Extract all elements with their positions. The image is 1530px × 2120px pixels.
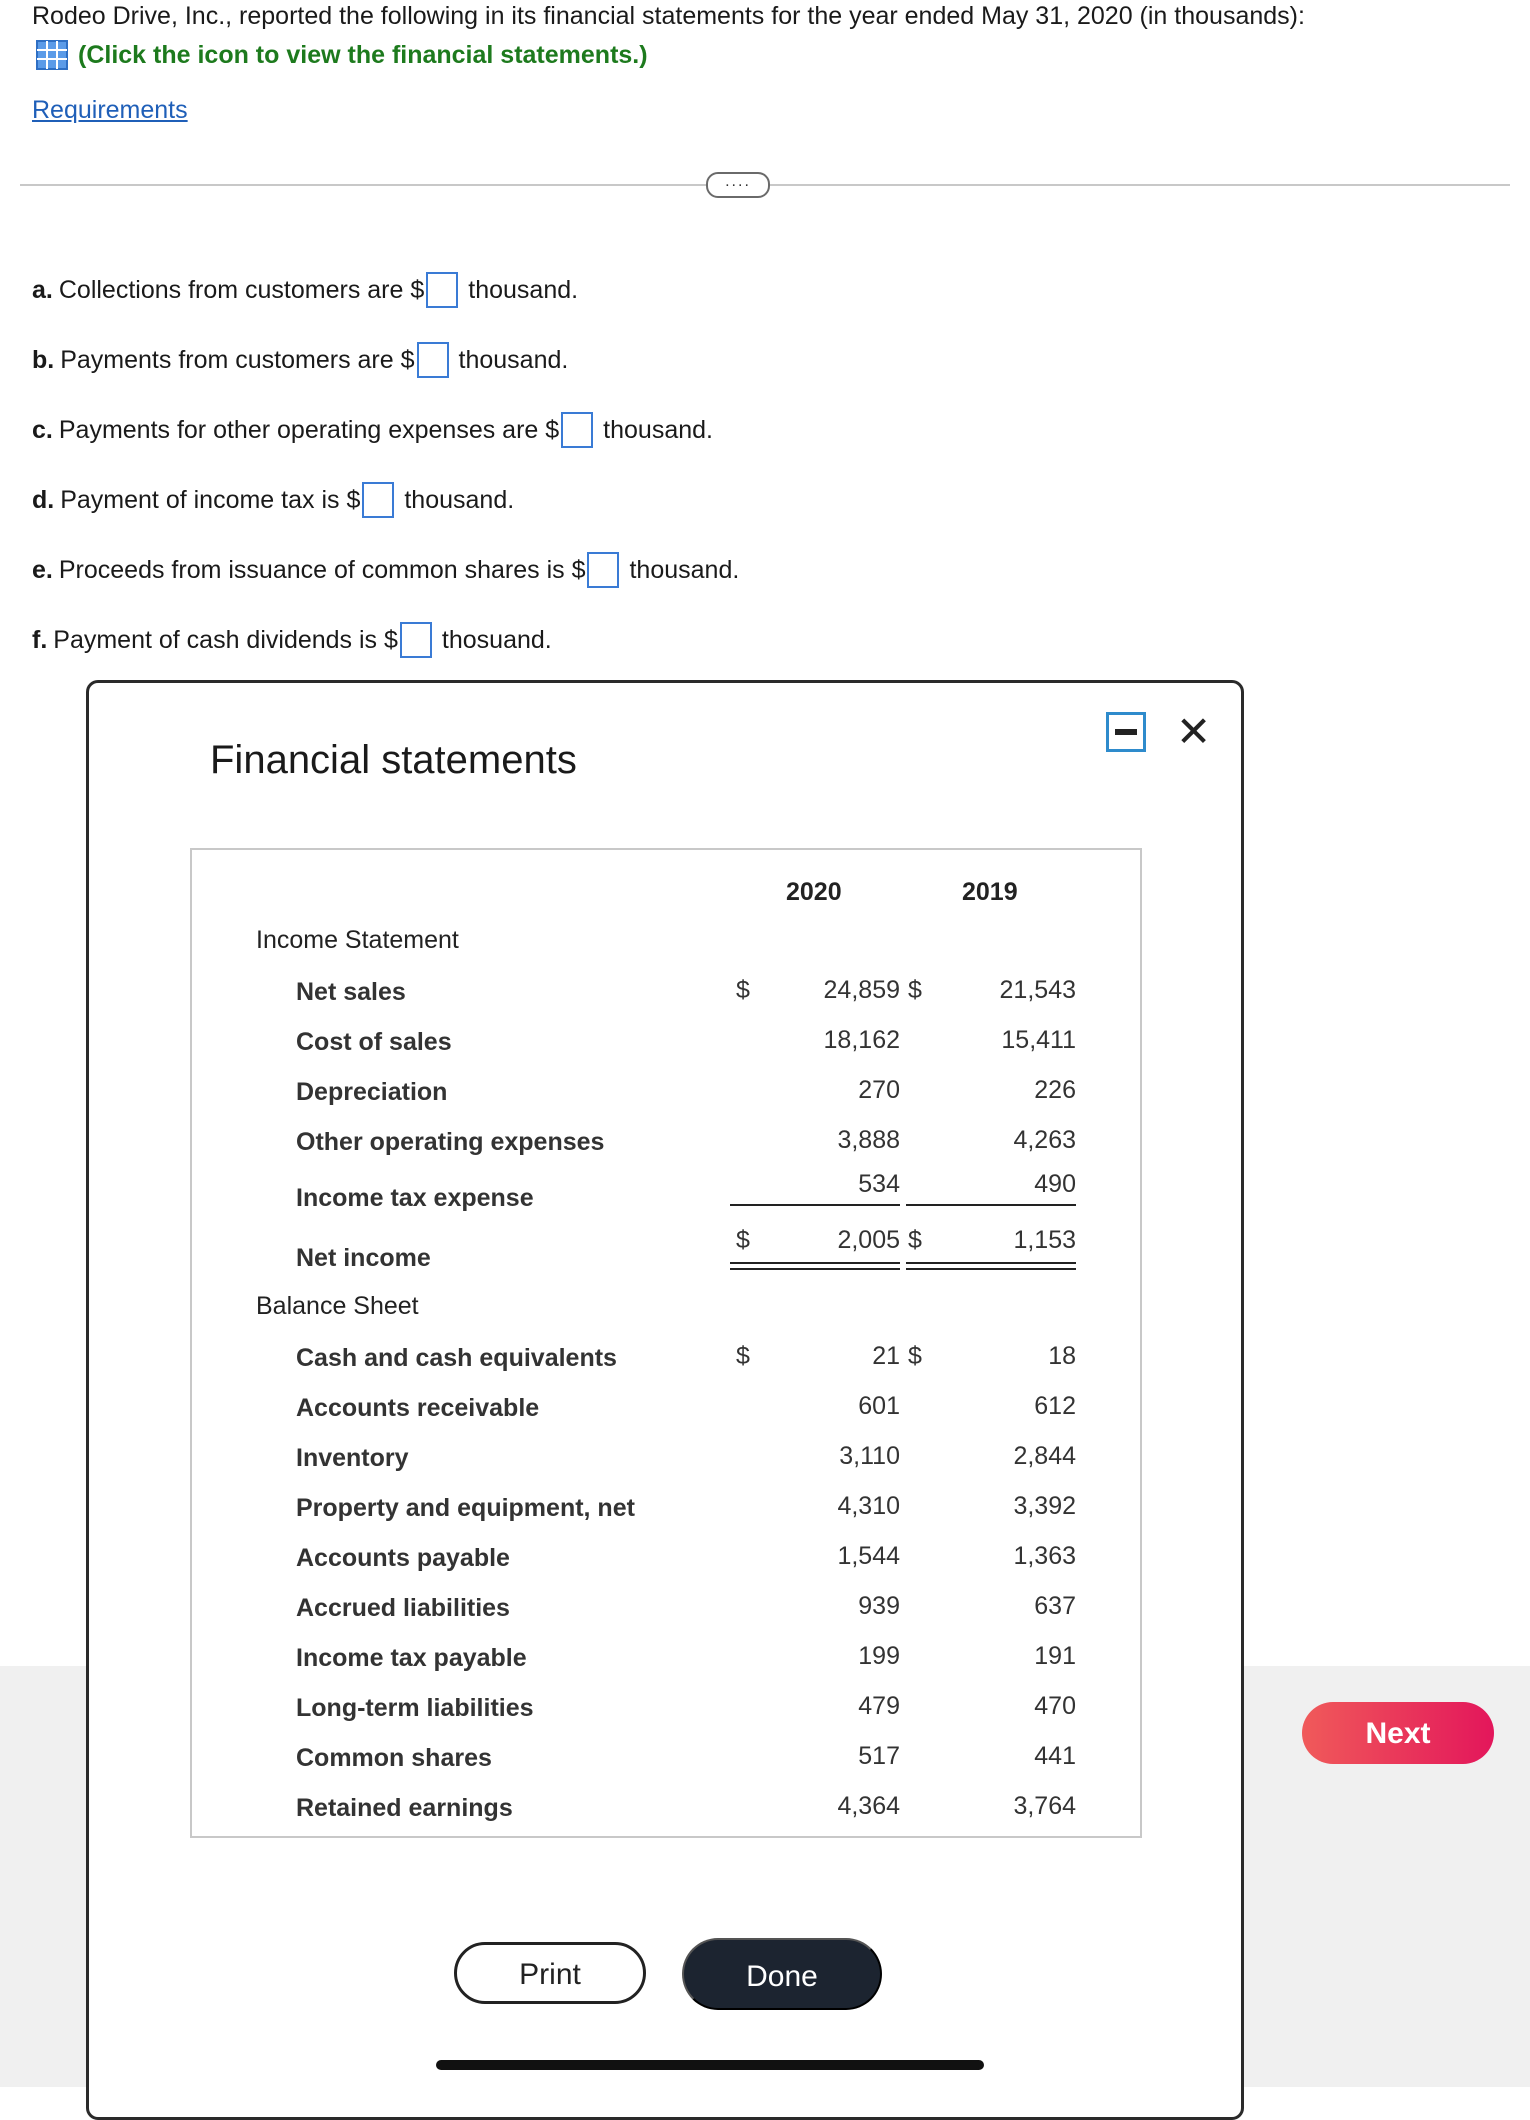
value-2020: 21 — [872, 1342, 900, 1370]
scroll-indicator[interactable] — [436, 2060, 984, 2070]
question-unit: thousand. — [629, 555, 740, 584]
answer-input-c[interactable] — [561, 412, 593, 448]
value-2020: 939 — [858, 1592, 900, 1620]
modal-title: Financial statements — [210, 738, 577, 782]
question-text: Proceeds from issuance of common shares is $ — [58, 555, 586, 584]
value-2020: 4,364 — [837, 1792, 900, 1820]
print-button[interactable]: Print — [454, 1942, 646, 2004]
question-unit: thosuand. — [441, 625, 552, 654]
dollar-sign: $ — [736, 976, 750, 1004]
value-2020: 3,888 — [837, 1126, 900, 1154]
row-label: Net sales — [296, 978, 406, 1006]
balance-sheet-heading: Balance Sheet — [256, 1292, 419, 1320]
row-label: Inventory — [296, 1444, 409, 1472]
question-a — [32, 270, 578, 310]
subtotal-rule — [730, 1204, 900, 1206]
value-2020: 270 — [858, 1076, 900, 1104]
answer-input-e[interactable] — [587, 552, 619, 588]
value-2019: 441 — [1034, 1742, 1076, 1770]
question-letter: b. — [32, 345, 55, 374]
row-label: Common shares — [296, 1744, 492, 1772]
value-2019: 4,263 — [1013, 1126, 1076, 1154]
value-2020: 517 — [858, 1742, 900, 1770]
question-unit: thousand. — [603, 415, 713, 444]
row-label: Income tax payable — [296, 1644, 527, 1672]
value-2019: 3,764 — [1013, 1792, 1076, 1820]
question-unit: thousand. — [458, 345, 569, 374]
question-e — [32, 550, 739, 590]
row-label: Other operating expenses — [296, 1128, 605, 1156]
value-2020: 479 — [858, 1692, 900, 1720]
value-2019: 612 — [1034, 1392, 1076, 1420]
next-button[interactable]: Next — [1302, 1702, 1494, 1764]
question-unit: thousand. — [468, 275, 579, 304]
question-letter: d. — [32, 485, 55, 514]
row-label: Property and equipment, net — [296, 1494, 635, 1522]
question-letter: a. — [32, 275, 53, 304]
value-2019: 2,844 — [1013, 1442, 1076, 1470]
close-icon[interactable]: ✕ — [1176, 708, 1212, 755]
value-2020: 18,162 — [823, 1026, 900, 1054]
col-header-2020: 2020 — [786, 878, 842, 906]
row-label: Retained earnings — [296, 1794, 513, 1822]
question-d — [32, 480, 514, 520]
total-double-rule — [730, 1262, 900, 1270]
value-2019: 191 — [1034, 1642, 1076, 1670]
question-unit: thousand. — [404, 485, 515, 514]
question-text: Payment of income tax is $ — [60, 485, 361, 514]
question-letter: c. — [32, 415, 53, 444]
question-letter: f. — [32, 625, 48, 654]
dollar-sign: $ — [908, 1342, 922, 1370]
dollar-sign: $ — [908, 1226, 922, 1254]
value-2020: 601 — [858, 1392, 900, 1420]
income-statement-heading: Income Statement — [256, 926, 459, 954]
value-2019: 637 — [1034, 1592, 1076, 1620]
value-2020: 24,859 — [823, 976, 900, 1004]
question-letter: e. — [32, 555, 53, 584]
row-label: Depreciation — [296, 1078, 448, 1106]
row-label: Cash and cash equivalents — [296, 1344, 617, 1372]
value-2020: 4,310 — [837, 1492, 900, 1520]
dollar-sign: $ — [908, 976, 922, 1004]
value-2019: 1,153 — [1013, 1226, 1076, 1254]
value-2019: 18 — [1048, 1342, 1076, 1370]
question-b — [32, 340, 568, 380]
row-label: Long-term liabilities — [296, 1694, 534, 1722]
total-double-rule — [906, 1262, 1076, 1270]
value-2020: 534 — [858, 1170, 900, 1198]
value-2019: 470 — [1034, 1692, 1076, 1720]
row-label: Cost of sales — [296, 1028, 452, 1056]
value-2019: 1,363 — [1013, 1542, 1076, 1570]
question-f — [32, 620, 552, 660]
question-text: Payments from customers are $ — [60, 345, 415, 374]
row-label: Net income — [296, 1244, 431, 1272]
click-link-text[interactable]: (Click the icon to view the financial statements.) — [78, 40, 648, 69]
row-label: Accounts payable — [296, 1544, 510, 1572]
question-text: Payments for other operating expenses are $ — [58, 415, 560, 444]
row-label: Accrued liabilities — [296, 1594, 510, 1622]
done-button[interactable]: Done — [682, 1938, 882, 2010]
value-2019: 226 — [1034, 1076, 1076, 1104]
minimize-icon[interactable] — [1106, 712, 1146, 752]
value-2019: 21,543 — [999, 976, 1076, 1004]
value-2020: 3,110 — [839, 1442, 900, 1470]
row-label: Accounts receivable — [296, 1394, 540, 1422]
requirements-link[interactable]: Requirements — [32, 96, 188, 124]
row-label: Income tax expense — [296, 1184, 534, 1212]
table-grid-icon[interactable] — [36, 40, 68, 70]
problem-intro: Rodeo Drive, Inc., reported the following in its financial statements for the year ended May 31, 2020 (in thousands): — [32, 2, 1305, 30]
answer-input-b[interactable] — [417, 342, 449, 378]
value-2020: 2,005 — [837, 1226, 900, 1254]
value-2019: 15,411 — [1001, 1026, 1076, 1054]
answer-input-d[interactable] — [362, 482, 394, 518]
col-header-2019: 2019 — [962, 878, 1018, 906]
answer-input-a[interactable] — [426, 272, 458, 308]
financial-statements-link[interactable] — [36, 40, 648, 70]
question-text: Collections from customers are $ — [58, 275, 425, 304]
dollar-sign: $ — [736, 1226, 750, 1254]
value-2019: 490 — [1034, 1170, 1076, 1198]
question-text: Payment of cash dividends is $ — [53, 625, 398, 654]
subtotal-rule — [906, 1204, 1076, 1206]
question-c — [32, 410, 713, 450]
answer-input-f[interactable] — [400, 622, 432, 658]
value-2019: 3,392 — [1013, 1492, 1076, 1520]
expand-more-button[interactable]: .... — [706, 172, 770, 198]
value-2020: 199 — [858, 1642, 900, 1670]
value-2020: 1,544 — [837, 1542, 900, 1570]
dollar-sign: $ — [736, 1342, 750, 1370]
